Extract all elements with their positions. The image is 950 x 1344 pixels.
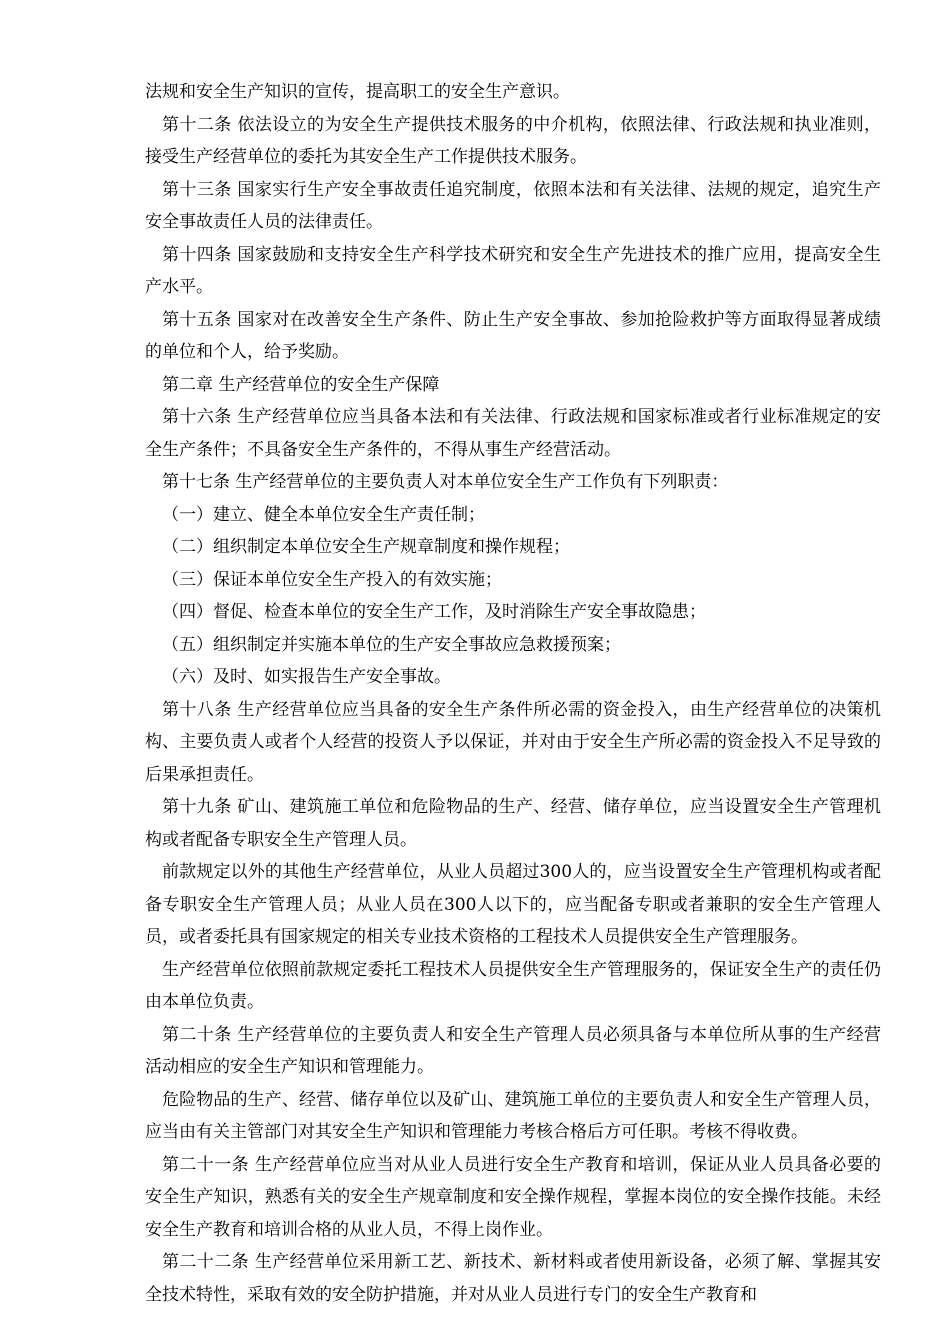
paragraph: 第二十二条 生产经营单位采用新工艺、新技术、新材料或者使用新设备，必须了解、掌握其安全技术特性，采取有效的安全防护措施，并对从业人员进行专门的安全生产教育和 [145,1252,881,1305]
paragraph: 危险物品的生产、经营、储存单位以及矿山、建筑施工单位的主要负责人和安全生产管理人员，应当由有关主管部门对其安全生产知识和管理能力考核合格后方可任职。考核不得收费。 [145,1089,881,1142]
continued-paragraph: 法规和安全生产知识的宣传，提高职工的安全生产意识。 [145,82,570,102]
paragraph: （一）建立、健全本单位安全生产责任制； [162,504,485,525]
paragraph: 前款规定以外的其他生产经营单位，从业人员超过300人的，应当设置安全生产管理机构或者配备专职安全生产管理人员；从业人员在300人以下的，应当配备专职或者兼职的安全生产管理人员，或者委托具有国家规定的相关专业技术资格的工程技术人员提供安全生产管理服务。 [145,862,881,947]
paragraph: 第十九条 矿山、建筑施工单位和危险物品的生产、经营、储存单位，应当设置安全生产管理机构或者配备专职安全生产管理人员。 [145,797,881,850]
paragraph: 第二十一条 生产经营单位应当对从业人员进行安全生产教育和培训，保证从业人员具备必要的安全生产知识，熟悉有关的安全生产规章制度和安全操作规程，掌握本岗位的安全操作技能。未经安全生产教育和培训合格的从业人员，不得上岗作业。 [145,1154,881,1240]
document-body [145,76,881,1311]
paragraph: 第十八条 生产经营单位应当具备的安全生产条件所必需的资金投入，由生产经营单位的决策机构、主要负责人或者个人经营的投资人予以保证，并对由于安全生产所必需的资金投入不足导致的后果承担责任。 [145,699,881,785]
paragraph: 第十六条 生产经营单位应当具备本法和有关法律、行政法规和国家标准或者行业标准规定的安全生产条件；不具备安全生产条件的，不得从事生产经营活动。 [145,407,881,460]
paragraph: 第十三条 国家实行生产安全事故责任追究制度，依照本法和有关法律、法规的规定，追究生产安全事故责任人员的法律责任。 [145,179,881,232]
paragraph: 第十二条 依法设立的为安全生产提供技术服务的中介机构，依照法律、行政法规和执业准则，接受生产经营单位的委托为其安全生产工作提供技术服务。 [145,114,881,167]
paragraph: （二）组织制定本单位安全生产规章制度和操作规程； [162,537,570,557]
paragraph: 第二十条 生产经营单位的主要负责人和安全生产管理人员必须具备与本单位所从事的生产经营活动相应的安全生产知识和管理能力。 [145,1024,881,1077]
paragraph: 第十五条 国家对在改善安全生产条件、防止生产安全事故、参加抢险救护等方面取得显著成绩的单位和个人，给予奖励。 [145,309,881,362]
paragraph: 第十四条 国家鼓励和支持安全生产科学技术研究和安全生产先进技术的推广应用，提高安全生产水平。 [145,244,881,297]
paragraph: 生产经营单位依照前款规定委托工程技术人员提供安全生产管理服务的，保证安全生产的责任仍由本单位负责。 [145,959,881,1012]
paragraph: （六）及时、如实报告生产安全事故。 [162,667,451,687]
paragraph: （五）组织制定并实施本单位的生产安全事故应急救援预案； [162,634,621,655]
paragraph: （三）保证本单位安全生产投入的有效实施； [162,569,502,590]
paragraph: 第十七条 生产经营单位的主要负责人对本单位安全生产工作负有下列职责： [162,472,729,492]
paragraph: （四）督促、检查本单位的安全生产工作，及时消除生产安全事故隐患； [162,602,706,622]
paragraph: 第二章 生产经营单位的安全生产保障 [162,374,440,395]
